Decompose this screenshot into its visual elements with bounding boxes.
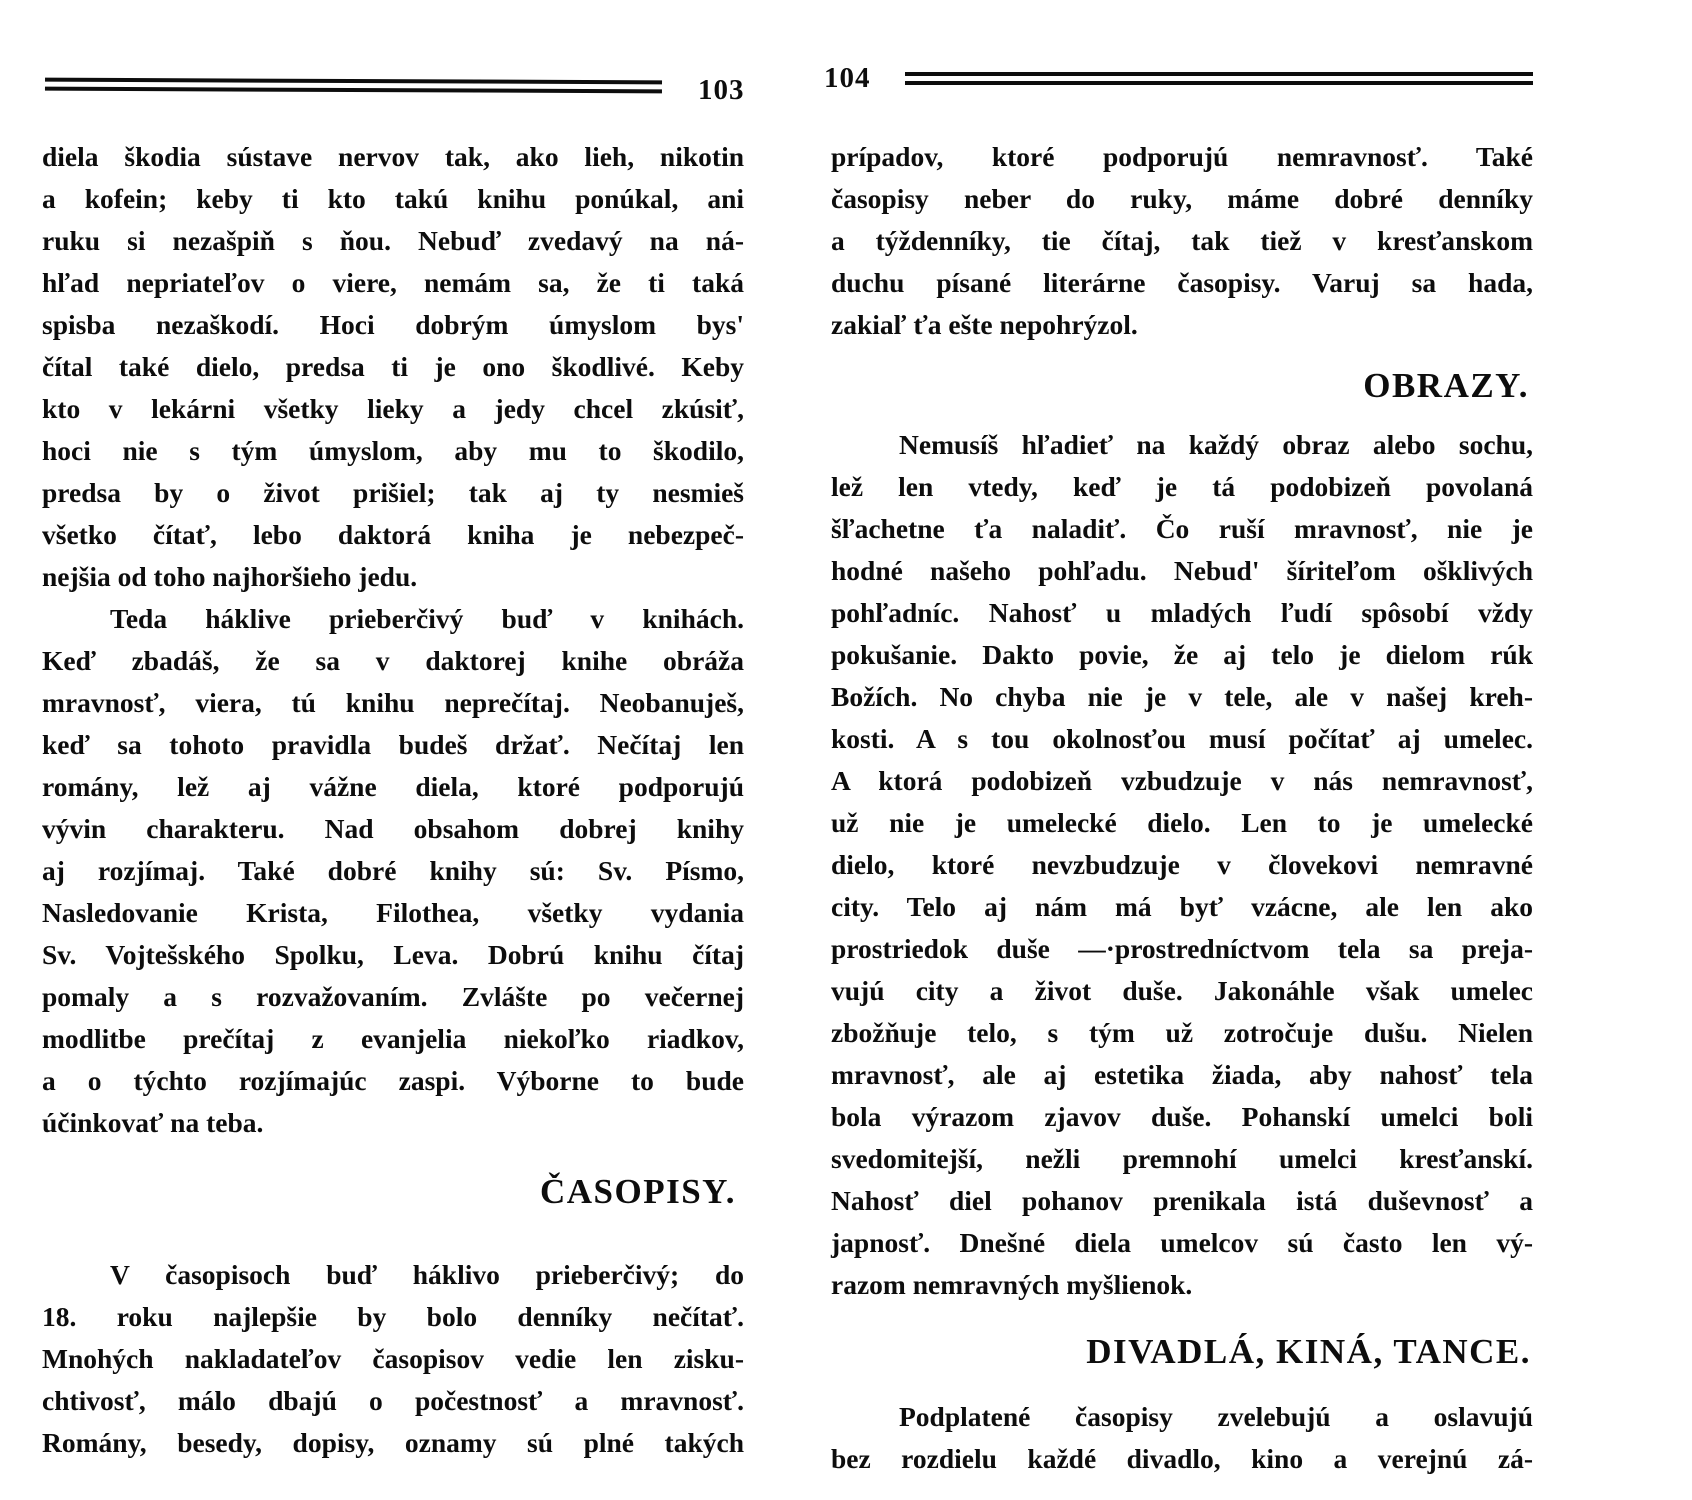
text-line: kto v lekárni všetky lieky a jedy chcel zkúsiť, <box>42 393 744 424</box>
text-line: všetko čítať, lebo daktorá kniha je nebezpeč- <box>42 519 744 550</box>
page-number-103: 103 <box>698 74 745 106</box>
text-line: Božích. No chyba nie je v tele, ale v našej kreh- <box>831 681 1533 712</box>
text-line: a o týchto rozjímajúc zaspi. Výborne to bude <box>42 1065 744 1096</box>
text-line: časopisy neber do ruky, máme dobré denníky <box>831 183 1533 214</box>
text-line: Mnohých nakladateľov časopisov vedie len zisku- <box>42 1343 744 1374</box>
text-line: Podplatené časopisy zvelebujú a oslavujú <box>899 1401 1533 1432</box>
text-line: chtivosť, málo dbajú o počestnosť a mravnosť. <box>42 1385 744 1416</box>
text-line: japnosť. Dnešné diela umelcov sú často len vý- <box>831 1227 1533 1258</box>
text-line: romány, lež aj vážne diela, ktoré podporujú <box>42 771 744 802</box>
text-line: účinkovať na teba. <box>42 1107 264 1138</box>
text-line: A ktorá podobizeň vzbudzuje v nás nemravnosť, <box>831 765 1533 796</box>
text-line: ruku si nezašpiň s ňou. Nebuď zvedavý na ná- <box>42 225 744 256</box>
text-line: diela škodia sústave nervov tak, ako lieh, nikotin <box>42 141 744 172</box>
text-line: Nemusíš hľadieť na každý obraz alebo sochu, <box>899 429 1533 460</box>
text-line: a kofein; keby ti kto takú knihu ponúkal, ani <box>42 183 744 214</box>
text-line: a týždenníky, tie čítaj, tak tiež v kresťanskom <box>831 225 1533 256</box>
text-line: hoci nie s tým úmyslom, aby mu to škodilo, <box>42 435 744 466</box>
text-line: modlitbe prečítaj z evanjelia niekoľko riadkov, <box>42 1023 744 1054</box>
text-line: predsa by o život prišiel; tak aj ty nesmieš <box>42 477 744 508</box>
text-line: Romány, besedy, dopisy, oznamy sú plné takých <box>42 1427 744 1458</box>
text-line: Nasledovanie Krista, Filothea, všetky vydania <box>42 897 744 928</box>
text-line: pohľadníc. Nahosť u mladých ľudí spôsobí vždy <box>831 597 1533 628</box>
section-heading-obrazy: OBRAZY. <box>1363 366 1529 405</box>
text-line: Teda háklive prieberčivý buď v knihách. <box>110 603 744 634</box>
text-line: dielo, ktoré nevzbudzuje v človekovi nemravné <box>831 849 1533 880</box>
text-line: city. Telo aj nám má byť vzácne, ale len ako <box>831 891 1533 922</box>
text-line: Sv. Vojtešského Spolku, Leva. Dobrú knihu čítaj <box>42 939 744 970</box>
text-line: Keď zbadáš, že sa v daktorej knihe obráža <box>42 645 744 676</box>
text-line: bez rozdielu každé divadlo, kino a verejnú zá- <box>831 1443 1533 1474</box>
section-heading-casopisy: ČASOPISY. <box>539 1172 736 1211</box>
text-line: mravnosť, viera, tú knihu neprečítaj. Neobanuješ, <box>42 687 744 718</box>
text-line: pokušanie. Dakto povie, že aj telo je dielom rúk <box>831 639 1533 670</box>
text-line: zbožňuje telo, s tým už zotročuje dušu. Nielen <box>831 1017 1533 1048</box>
text-line: nejšia od toho najhoršieho jedu. <box>42 561 418 592</box>
section-heading-divadla-kina-tance: DIVADLÁ, KINÁ, TANCE. <box>1086 1332 1531 1371</box>
page-103-text-column <box>42 136 744 1464</box>
text-line: šľachetne ťa naladiť. Čo ruší mravnosť, nie je <box>831 513 1533 544</box>
text-line: aj rozjímaj. Také dobré knihy sú: Sv. Písmo, <box>42 855 744 886</box>
text-line: vujú city a život duše. Jakonáhle však umelec <box>831 975 1533 1006</box>
text-line: prípadov, ktoré podporujú nemravnosť. Také <box>831 141 1533 172</box>
text-line: prostriedok duše —·prostredníctvom tela sa preja- <box>831 933 1533 964</box>
text-line: keď sa tohoto pravidla budeš držať. Nečítaj len <box>42 729 744 760</box>
text-line: svedomitejší, nežli premnohí umelci kresťanskí. <box>831 1143 1533 1174</box>
text-line: pomaly a s rozvažovaním. Zvlášte po večernej <box>42 981 744 1012</box>
text-line: lež len vtedy, keď je tá podobizeň povolaná <box>831 471 1533 502</box>
text-line: už nie je umelecké dielo. Len to je umelecké <box>831 807 1533 838</box>
header-rule-left <box>45 78 662 94</box>
text-line: Nahosť diel pohanov prenikala istá duševnosť a <box>831 1185 1533 1216</box>
text-line: vývin charakteru. Nad obsahom dobrej knihy <box>42 813 744 844</box>
text-line: 18. roku najlepšie by bolo denníky nečítať. <box>42 1301 744 1332</box>
header-rule-right <box>905 72 1533 85</box>
text-line: mravnosť, ale aj estetika žiada, aby nahosť tela <box>831 1059 1533 1090</box>
text-line: čítal také dielo, predsa ti je ono škodlivé. Keby <box>42 351 744 382</box>
text-line: V časopisoch buď háklivo prieberčivý; do <box>110 1259 744 1290</box>
text-line: razom nemravných myšlienok. <box>831 1269 1193 1300</box>
text-line: hodné našeho pohľadu. Nebud' šíriteľom ošklivých <box>831 555 1533 586</box>
page-number-104: 104 <box>824 62 871 94</box>
text-line: zakiaľ ťa ešte nepohrýzol. <box>831 309 1138 340</box>
text-line: bola výrazom zjavov duše. Pohanskí umelci boli <box>831 1101 1533 1132</box>
text-line: spisba nezaškodí. Hoci dobrým úmyslom bys' <box>42 309 744 340</box>
page-104-text-column <box>831 136 1533 1480</box>
text-line: duchu písané literárne časopisy. Varuj sa hada, <box>831 267 1533 298</box>
text-line: hľad nepriateľov o viere, nemám sa, že ti taká <box>42 267 744 298</box>
text-line: kosti. A s tou okolnosťou musí počítať aj umelec. <box>831 723 1533 754</box>
